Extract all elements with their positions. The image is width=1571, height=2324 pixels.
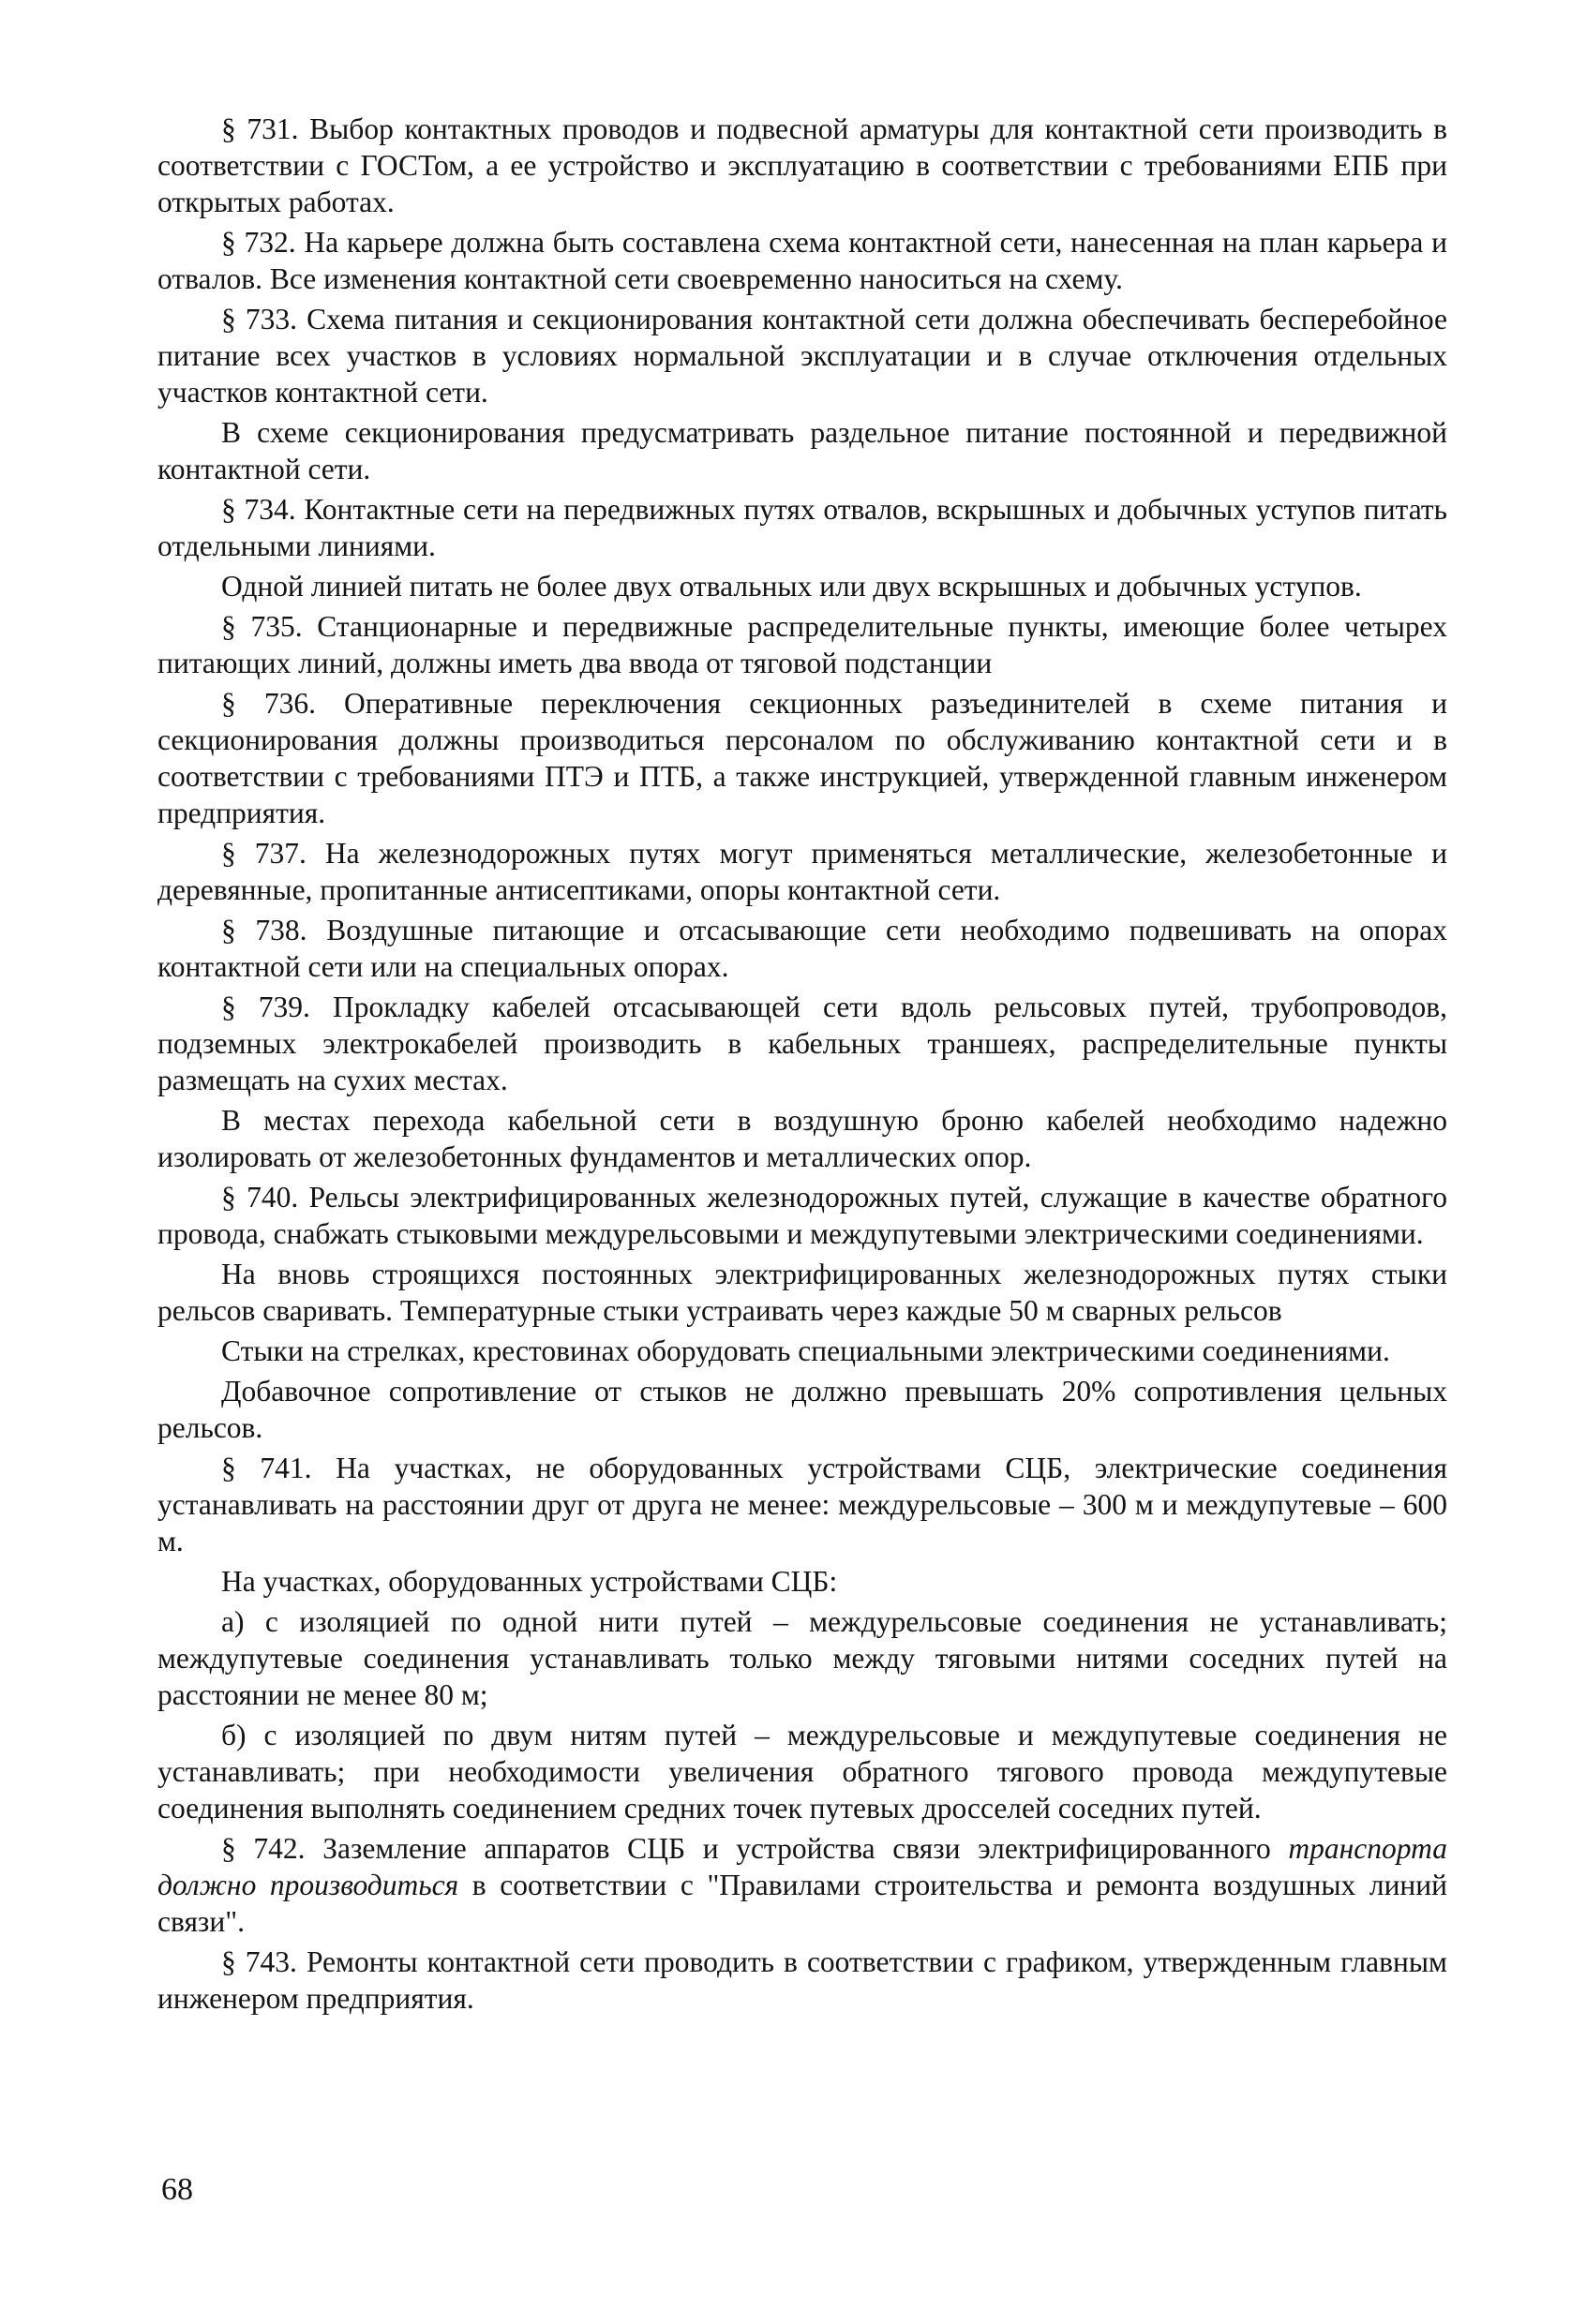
paragraph-736: § 736. Оперативные переключения секционных разъединителей в схеме питания и секционирования должны производиться персоналом по обслуживанию контактной сети и в соответствии с требованиями ПТЭ и ПТБ, а также инструкцией, утвержденной главным инженером предприятия. [157,687,1447,829]
paragraph-740-switches: Стыки на стрелках, крестовинах оборудовать специальными электрическими соединениями. [221,1334,1390,1367]
paragraph-737: § 737. На железнодорожных путях могут применяться металлические, железобетонные и деревянные, пропитанные антисептиками, опоры контактной сети. [157,837,1447,906]
paragraph-738: § 738. Воздушные питающие и отсасывающие сети необходимо подвешивать на опорах контактной сети или на специальных опорах. [157,914,1447,983]
paragraph-733-sectioning: В схеме секционирования предусматривать раздельное питание постоянной и передвижной контактной сети. [157,416,1447,485]
paragraph-739-cable-transition: В местах перехода кабельной сети в воздушную броню кабелей необходимо надежно изолировать от железобетонных фундаментов и металлических опор. [157,1104,1447,1173]
paragraph-742-tail: в соответствии с "Правилами строительства и ремонта воздушных линий связи". [157,1869,1448,1938]
paragraph-741-item-a: а) с изоляцией по одной нити путей – междурельсовые соединения не устанавливать; междупутевые соединения устанавливать только между тяговыми нитями соседних путей на расстоянии не менее 80 м; [157,1605,1447,1711]
paragraph-741-item-b: б) с изоляцией по двум нитям путей – междурельсовые и междупутевые соединения не устанавливать; при необходимости увеличения обратного тягового провода междупутевые соединения выполнять соединением средних точек путевых дросселей соседних путей. [157,1719,1447,1825]
paragraph-732: § 732. На карьере должна быть составлена схема контактной сети, нанесенная на план карьера и отвалов. Все изменения контактной сети своевременно наноситься на схему. [157,226,1447,295]
paragraph-742-italic: транспорта должно производиться [157,1832,1447,1901]
paragraph-734-single-line: Одной линией питать не более двух отвальных или двух вскрышных и добычных уступов. [221,570,1362,603]
paragraph-743: § 743. Ремонты контактной сети проводить в соответствии с графиком, утвержденным главным инженером предприятия. [157,1945,1447,2015]
paragraph-741-scb-intro: На участках, оборудованных устройствами СЦБ: [221,1565,838,1598]
paragraph-740-welding: На вновь строящихся постоянных электрифицированных железнодорожных путях стыки рельсов сваривать. Температурные стыки устраивать через каждые 50 м сварных рельсов [157,1258,1447,1327]
paragraph-731: § 731. Выбор контактных проводов и подвесной арматуры для контактной сети производить в соответствии с ГОСТом, а ее устройство и эксплуатацию в соответствии с требованиями ЕПБ при открытых работах. [157,112,1447,218]
paragraph-740: § 740. Рельсы электрифицированных железнодорожных путей, служащие в качестве обратного провода, снабжать стыковыми междурельсовыми и междупутевыми электрическими соединениями. [157,1181,1447,1250]
paragraph-741: § 741. На участках, не оборудованных устройствами СЦБ, электрические соединения устанавливать на расстоянии друг от друга не менее: междурельсовые – 300 м и междупутевые – 600 м. [157,1452,1447,1557]
paragraph-733: § 733. Схема питания и секционирования контактной сети должна обеспечивать бесперебойное питание всех участков в условиях нормальной эксплуатации и в случае отключения отдельных участков контактной сети. [157,303,1447,409]
paragraph-742-lead: § 742. Заземление аппаратов СЦБ и устройства связи электрифицированного [221,1832,1271,1865]
paragraph-734: § 734. Контактные сети на передвижных путях отвалов, вскрышных и добычных уступов питать отдельными линиями. [157,493,1447,562]
paragraph-740-resistance: Добавочное сопротивление от стыков не должно превышать 20% сопротивления цельных рельсов. [157,1375,1447,1444]
paragraph-735: § 735. Станционарные и передвижные распределительные пункты, имеющие более четырех питающих линий, должны иметь два ввода от тяговой подстанции [157,610,1447,679]
page-number: 68 [161,2172,193,2207]
document-page [157,111,1447,2020]
paragraph-739: § 739. Прокладку кабелей отсасывающей сети вдоль рельсовых путей, трубопроводов, подземных электрокабелей производить в кабельных траншеях, распределительные пункты размещать на сухих местах. [157,991,1447,1096]
paragraph-742 [157,1830,1447,1940]
